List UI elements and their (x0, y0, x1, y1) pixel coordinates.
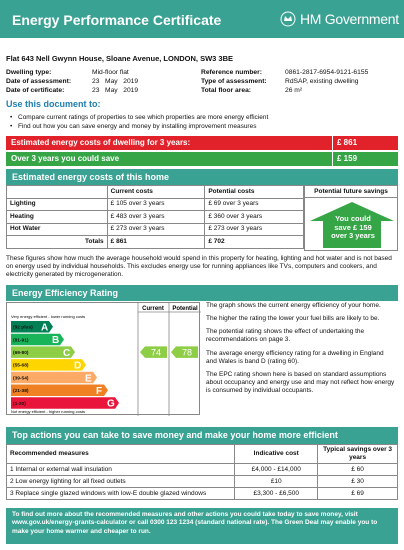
cost: £10 (235, 476, 318, 488)
table-row (7, 488, 398, 500)
row-potential: £ 69 over 3 years (205, 198, 304, 211)
reference-value: 0861-2817-6954-9121-6155 (285, 69, 369, 76)
total-current: £ 861 (107, 236, 205, 249)
actions-heading-bar (6, 427, 398, 444)
future-savings-cell (304, 198, 398, 251)
table-header-row (7, 445, 398, 464)
future-savings-text: You could save £ 159 over 3 years (331, 214, 375, 241)
bottom-note: Not energy efficient - higher running costs (11, 409, 85, 414)
col-current-costs: Current costs (107, 186, 205, 199)
band-range-label: (1-20) (13, 401, 26, 407)
property-address: Flat 643 Nell Gwynn House, Sloane Avenue, LONDON, SW3 3BE (6, 54, 233, 63)
floor-area-label: Total floor area: (201, 87, 252, 94)
explanation-paragraph: The potential rating shows the effect of undertaking the recommendations on page 3. (206, 328, 365, 344)
efficiency-explanation (206, 302, 396, 400)
band-letter: A (41, 322, 49, 334)
date-certificate-label: Date of certificate: (6, 87, 65, 94)
row-potential: £ 360 over 3 years (205, 211, 304, 224)
reference-label: Reference number: (201, 69, 262, 76)
use-document-heading: Use this document to: (6, 99, 101, 109)
rating-band-g (11, 397, 119, 409)
assessment-type-label: Type of assessment: (201, 78, 267, 85)
measure: 2 Low energy lighting for all fixed outlets (7, 476, 235, 488)
certificate-title: Energy Performance Certificate (12, 12, 222, 28)
efficiency-chart (6, 302, 200, 415)
use-document-list (10, 114, 268, 132)
col-typical-savings: Typical savings over 3 years (318, 445, 398, 464)
saving: £ 30 (318, 476, 398, 488)
band-letter: E (85, 373, 92, 385)
explanation-paragraph: The graph shows the current energy efficiency of your home. (206, 302, 381, 309)
use-document-bullet: • Compare current ratings of properties to see which properties are more energy efficient (10, 114, 268, 122)
row-current: £ 105 over 3 years (107, 198, 205, 211)
date-assessment-value: 23 May 2019 (92, 78, 139, 85)
table-row (7, 476, 398, 488)
band-range-label: (92 plus) (13, 325, 33, 331)
efficiency-heading: Energy Efficiency Rating (12, 288, 119, 298)
saving: £ 60 (318, 464, 398, 476)
measure: 3 Replace single glazed windows with low-E double glazed windows (7, 488, 235, 500)
hm-government-logo: HM Government (300, 11, 399, 27)
row-potential: £ 273 over 3 years (205, 223, 304, 236)
actions-table (6, 444, 398, 500)
costs-heading-bar (6, 169, 398, 185)
row-label: Heating (7, 211, 108, 224)
table-row (7, 464, 398, 476)
saving-label: Over 3 years you could save (11, 154, 120, 163)
explanation-paragraph: The EPC rating shown here is based on standard assumptions about occupancy and energy use and may not reflect how energy is consumed by individual occupants. (206, 370, 395, 394)
explanation-paragraph: The higher the rating the lower your fuel bills are likely to be. (206, 315, 380, 323)
band-range-label: (39-54) (13, 376, 29, 382)
saving-value: £ 159 (337, 154, 358, 163)
cost: £4,000 - £14,000 (235, 464, 318, 476)
date-assessment-label: Date of assessment: (6, 78, 72, 85)
col-measures: Recommended measures (7, 445, 235, 464)
col-indicative-cost: Indicative cost (235, 445, 318, 464)
col-potential-costs: Potential costs (205, 186, 304, 199)
floor-area-value: 26 m² (285, 87, 303, 94)
col-current-rating: Current (142, 306, 164, 312)
table-header-row (7, 186, 304, 199)
divider (332, 136, 333, 150)
rating-bands (11, 321, 119, 410)
row-current: £ 273 over 3 years (107, 223, 205, 236)
saving-bar (6, 152, 398, 166)
costs-heading: Estimated energy costs of this home (12, 172, 170, 182)
row-label: Hot Water (7, 223, 108, 236)
potential-rating-value: 78 (181, 347, 193, 358)
table-row (7, 198, 304, 211)
efficiency-graph (7, 303, 201, 416)
table-row (7, 223, 304, 236)
dwelling-type-value: Mid-floor flat (92, 69, 129, 76)
actions-heading: Top actions you can take to save money and make your home more efficient (12, 430, 338, 440)
estimated-cost-bar (6, 136, 398, 150)
use-document-bullet: • Find out how you can save energy and money by installing improvement measures (10, 123, 268, 131)
footer-note: To find out more about the recommended measures and other actions you could take today to save money, visit www.gov.uk/energy-grants-calculator or call 0300 123 1234 (standard national rate). The Green Deal may enable you to make your home warmer and cheaper to run. (6, 508, 398, 544)
row-current: £ 483 over 3 years (107, 211, 205, 224)
crown-logo-icon (280, 11, 296, 27)
totals-label: Totals (7, 236, 108, 249)
band-letter: C (63, 347, 71, 359)
cost: £3,300 - £6,500 (235, 488, 318, 500)
divider (332, 152, 333, 166)
assessment-type-value: RdSAP, existing dwelling (285, 78, 359, 85)
band-range-label: (21-38) (13, 389, 29, 395)
col-potential-rating: Potential (172, 306, 198, 312)
estimated-cost-label: Estimated energy costs of dwelling for 3 years: (11, 138, 191, 147)
header-bar (0, 0, 404, 38)
row-label: Lighting (7, 198, 108, 211)
band-range-label: (55-68) (13, 363, 29, 369)
col-future-savings: Potential future savings (304, 185, 398, 198)
costs-table (6, 185, 304, 249)
dwelling-type-label: Dwelling type: (6, 69, 52, 76)
band-range-label: (81-91) (13, 338, 29, 344)
saving: £ 69 (318, 488, 398, 500)
date-certificate-value: 23 May 2019 (92, 87, 139, 94)
costs-note: These figures show how much the average household would spend in this property for heating, lighting and hot water and is not based on energy used by individual households. This excludes energy use for running appliances like TVs, computers and cookers, and electricity generated by microgeneration. (6, 255, 392, 279)
total-potential: £ 702 (205, 236, 304, 249)
band-letter: F (96, 386, 103, 397)
explanation-paragraph: The average energy efficiency rating for a dwelling in England and Wales is band D (rating 60). (206, 349, 384, 365)
band-letter: D (74, 360, 82, 372)
top-note: Very energy efficient - lower running costs (11, 314, 86, 319)
estimated-cost-value: £ 861 (337, 138, 358, 147)
current-rating-value: 74 (150, 347, 162, 358)
efficiency-heading-bar (6, 285, 398, 301)
band-letter: G (107, 398, 115, 410)
table-row (7, 211, 304, 224)
measure: 1 Internal or external wall insulation (7, 464, 235, 476)
band-range-label: (69-80) (13, 351, 29, 356)
totals-row (7, 236, 304, 249)
band-letter: B (52, 335, 60, 347)
